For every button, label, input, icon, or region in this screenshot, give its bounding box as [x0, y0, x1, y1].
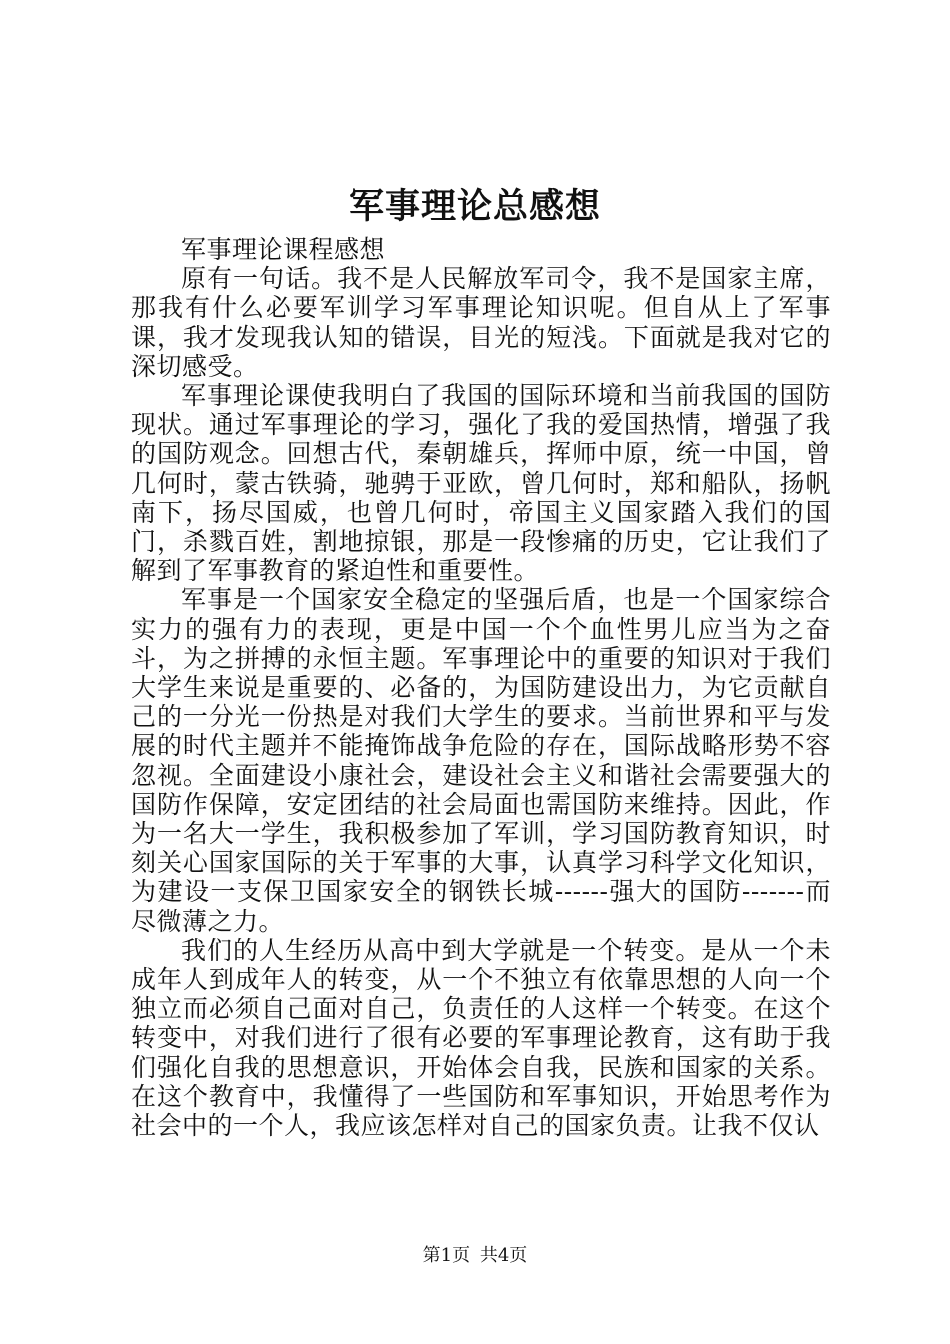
- document-body: [131, 235, 831, 1140]
- page-total: 共4页: [479, 1245, 528, 1266]
- body-paragraph: 军事理论课使我明白了我国的国际环境和当前我国的国防现状。通过军事理论的学习，强化了我的爱国热情，增强了我的国防观念。回想古代，秦朝雄兵，挥师中原，统一中国，曾几何时，蒙古铁骑，驰骋于亚欧，曾几何时，郑和船队，扬帆南下，扬尽国威，也曾几何时，帝国主义国家踏入我们的国门，杀戮百姓，割地掠银，那是一段惨痛的历史，它让我们了解到了军事教育的紧迫性和重要性。: [131, 381, 831, 586]
- body-paragraph: 军事理论课程感想: [181, 235, 386, 264]
- document-title: 军事理论总感想: [348, 186, 601, 227]
- body-paragraph: 原有一句话。我不是人民解放军司令，我不是国家主席，那我有什么必要军训学习军事理论知识呢。但自从上了军事课，我才发现我认知的错误，目光的短浅。下面就是我对它的深切感受。: [131, 264, 831, 381]
- page-number: 第1页: [422, 1245, 471, 1266]
- body-paragraph: 军事是一个国家安全稳定的坚强后盾，也是一个国家综合实力的强有力的表现，更是中国一个个血性男儿应当为之奋斗，为之拼搏的永恒主题。军事理论中的重要的知识对于我们大学生来说是重要的、必备的，为国防建设出力，为它贡献自己的一分光一份热是对我们大学生的要求。当前世界和平与发展的时代主题并不能掩饰战争危险的存在，国际战略形势不容忽视。全面建设小康社会，建设社会主义和谐社会需要强大的国防作保障，安定团结的社会局面也需国防来维持。因此，作为一名大一学生，我积极参加了军训，学习国防教育知识，时刻关心国家国际的关于军事的大事，认真学习科学文化知识，为建设一支保卫国家安全的钢铁长城------强大的国防-------而尽微薄之力。: [131, 585, 831, 936]
- page-footer: [0, 1244, 950, 1268]
- body-paragraph: 我们的人生经历从高中到大学就是一个转变。是从一个未成年人到成年人的转变，从一个不独立有依靠思想的人向一个独立而必须自己面对自己，负责任的人这样一个转变。在这个转变中，对我们进行了很有必要的军事理论教育，这有助于我们强化自我的思想意识，开始体会自我，民族和国家的关系。在这个教育中，我懂得了一些国防和军事知识，开始思考作为社会中的一个人，我应该怎样对自己的国家负责。让我不仅认: [131, 935, 831, 1141]
